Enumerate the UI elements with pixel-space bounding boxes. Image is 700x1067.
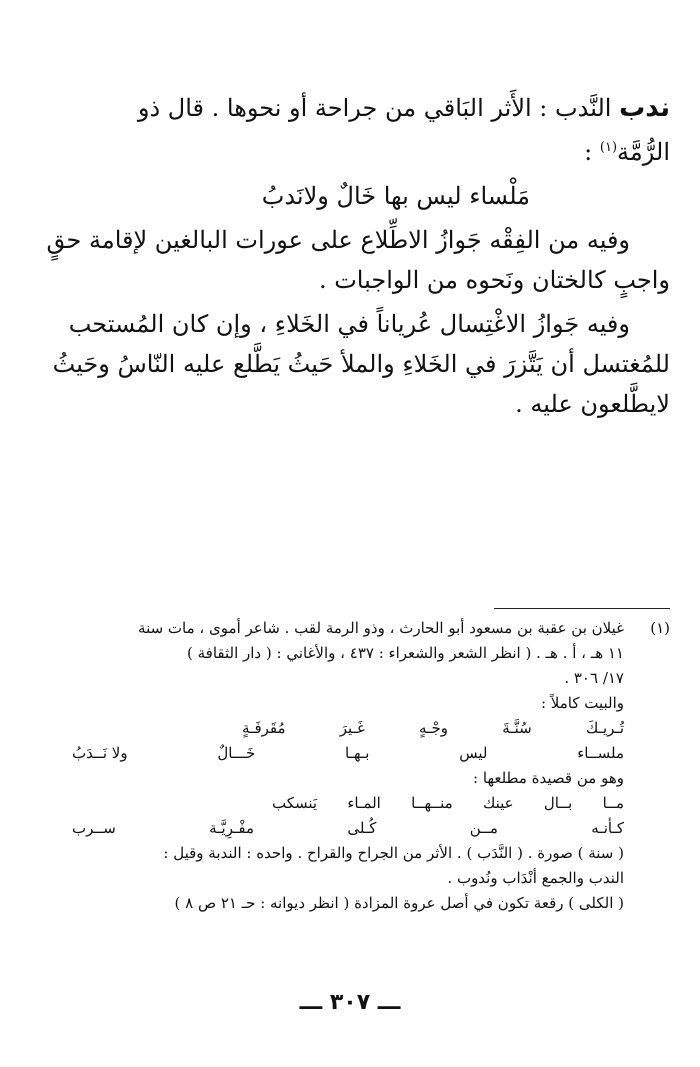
footnote-line-8: ( الكلى ) رقعة تكون في أصل عروة المزادة ( انظر ديوانه : حـ ٢١ ص ٨ ) bbox=[174, 894, 624, 912]
poet-name: الرُّمَّة bbox=[617, 138, 670, 166]
verse-word: عينك bbox=[482, 794, 514, 812]
verse-word: مفْـرِيَّـة bbox=[209, 819, 255, 837]
quoted-verse: مَلْساء ليس بها خَالٌ ولانَدبُ bbox=[261, 182, 530, 210]
verse-word: كُـلى bbox=[347, 819, 377, 837]
verse-word: منــهــا bbox=[411, 794, 453, 812]
verse-word: وجْـهٍ bbox=[419, 719, 448, 737]
colon: : bbox=[584, 138, 593, 166]
footnote-line-2: ١١ هـ ، أ . هـ . ( انظر الشعر والشعراء : ٤٣٧ ، والأغاني : ( دار الثقافة ) bbox=[187, 644, 624, 662]
verse-word: سُنَّـةَ bbox=[502, 719, 532, 737]
verse-word: كـأنـه bbox=[591, 819, 624, 837]
headword: ندب bbox=[619, 93, 670, 123]
para2-line-2: للمُغتسل أن يَتَّزرَ في الخَلاءِ والملأ حَيثُ يَطَّلع عليه النّاسُ وحَيثُ bbox=[52, 350, 670, 378]
verse-word: ولا نَــدَبُ bbox=[72, 744, 128, 762]
verse-word: مُقَرفَـةٍ bbox=[242, 719, 286, 737]
para2-line-1: وفيه جَوازُ الاغْتِسال عُرياناً في الخَلاءِ ، وإن كان المُستحب bbox=[68, 310, 630, 338]
verse-word: غَـيرَ bbox=[339, 719, 365, 737]
footnote-line-3: ١٧/ ٣٠٦ . bbox=[564, 669, 624, 687]
para1-line-2: واجبٍ كالختان ونَحوه من الواجبات . bbox=[318, 266, 670, 294]
verse-word: ســرب bbox=[72, 819, 116, 837]
main-line-1 bbox=[56, 88, 670, 128]
footnote-divider bbox=[494, 608, 670, 609]
footnote-line-1: غيلان بن عقبة بن مسعود أبو الحارث ، وذو الرمة لقب . شاعر أموى ، مات سنة bbox=[138, 619, 624, 637]
footnote-line-4: والبيت كاملاً : bbox=[540, 694, 624, 712]
verse-word: ليس bbox=[459, 744, 488, 762]
verse-word: ملســاء bbox=[577, 744, 624, 762]
footnote-number: (١) bbox=[650, 619, 670, 637]
verse-word: خَـــالٌ bbox=[217, 744, 256, 762]
main-line-2 bbox=[56, 128, 670, 172]
footnote-line-5: وهو من قصيدة مطلعها : bbox=[473, 769, 624, 787]
verse-word: المـاء bbox=[347, 794, 381, 812]
verse1-hemistich-1 bbox=[72, 716, 624, 741]
footnote-line-6: ( سنة ) صورة . ( النَّدَب ) . الأثر من الجراح والقراح . واحده : الندبة وقيل : bbox=[163, 844, 624, 862]
page-number: ـــ ٣٠٧ ـــ bbox=[299, 990, 401, 1015]
footnotes bbox=[72, 616, 670, 916]
verse-word: مــن bbox=[469, 819, 498, 837]
verse-word: بـهـا bbox=[345, 744, 370, 762]
verse-word: تُـريـكَ bbox=[585, 719, 624, 737]
verse2-hemistich-2 bbox=[72, 816, 624, 841]
para2-line-3: لايطَّلعون عليه . bbox=[515, 390, 670, 418]
verse-word: يَنسكب bbox=[272, 794, 318, 812]
main-text bbox=[46, 88, 670, 424]
footnote-ref: (١) bbox=[599, 140, 618, 155]
footnote-line-7: الندب والجمع أنْدَاب ونُدوب . bbox=[447, 869, 624, 887]
para1-line-1: وفيه من الفِقْه جَوازُ الاطِّلاع على عورات البالغين لإقامة حقٍ bbox=[46, 226, 630, 254]
verse2-hemistich-1 bbox=[72, 791, 624, 816]
verse-word: مــا bbox=[602, 794, 624, 812]
verse-word: بــال bbox=[543, 794, 573, 812]
verse1-hemistich-2 bbox=[72, 741, 624, 766]
definition-text: النَّدب : الأَثر البَاقي من جراحة أو نحوها . قال ذو bbox=[137, 94, 612, 122]
